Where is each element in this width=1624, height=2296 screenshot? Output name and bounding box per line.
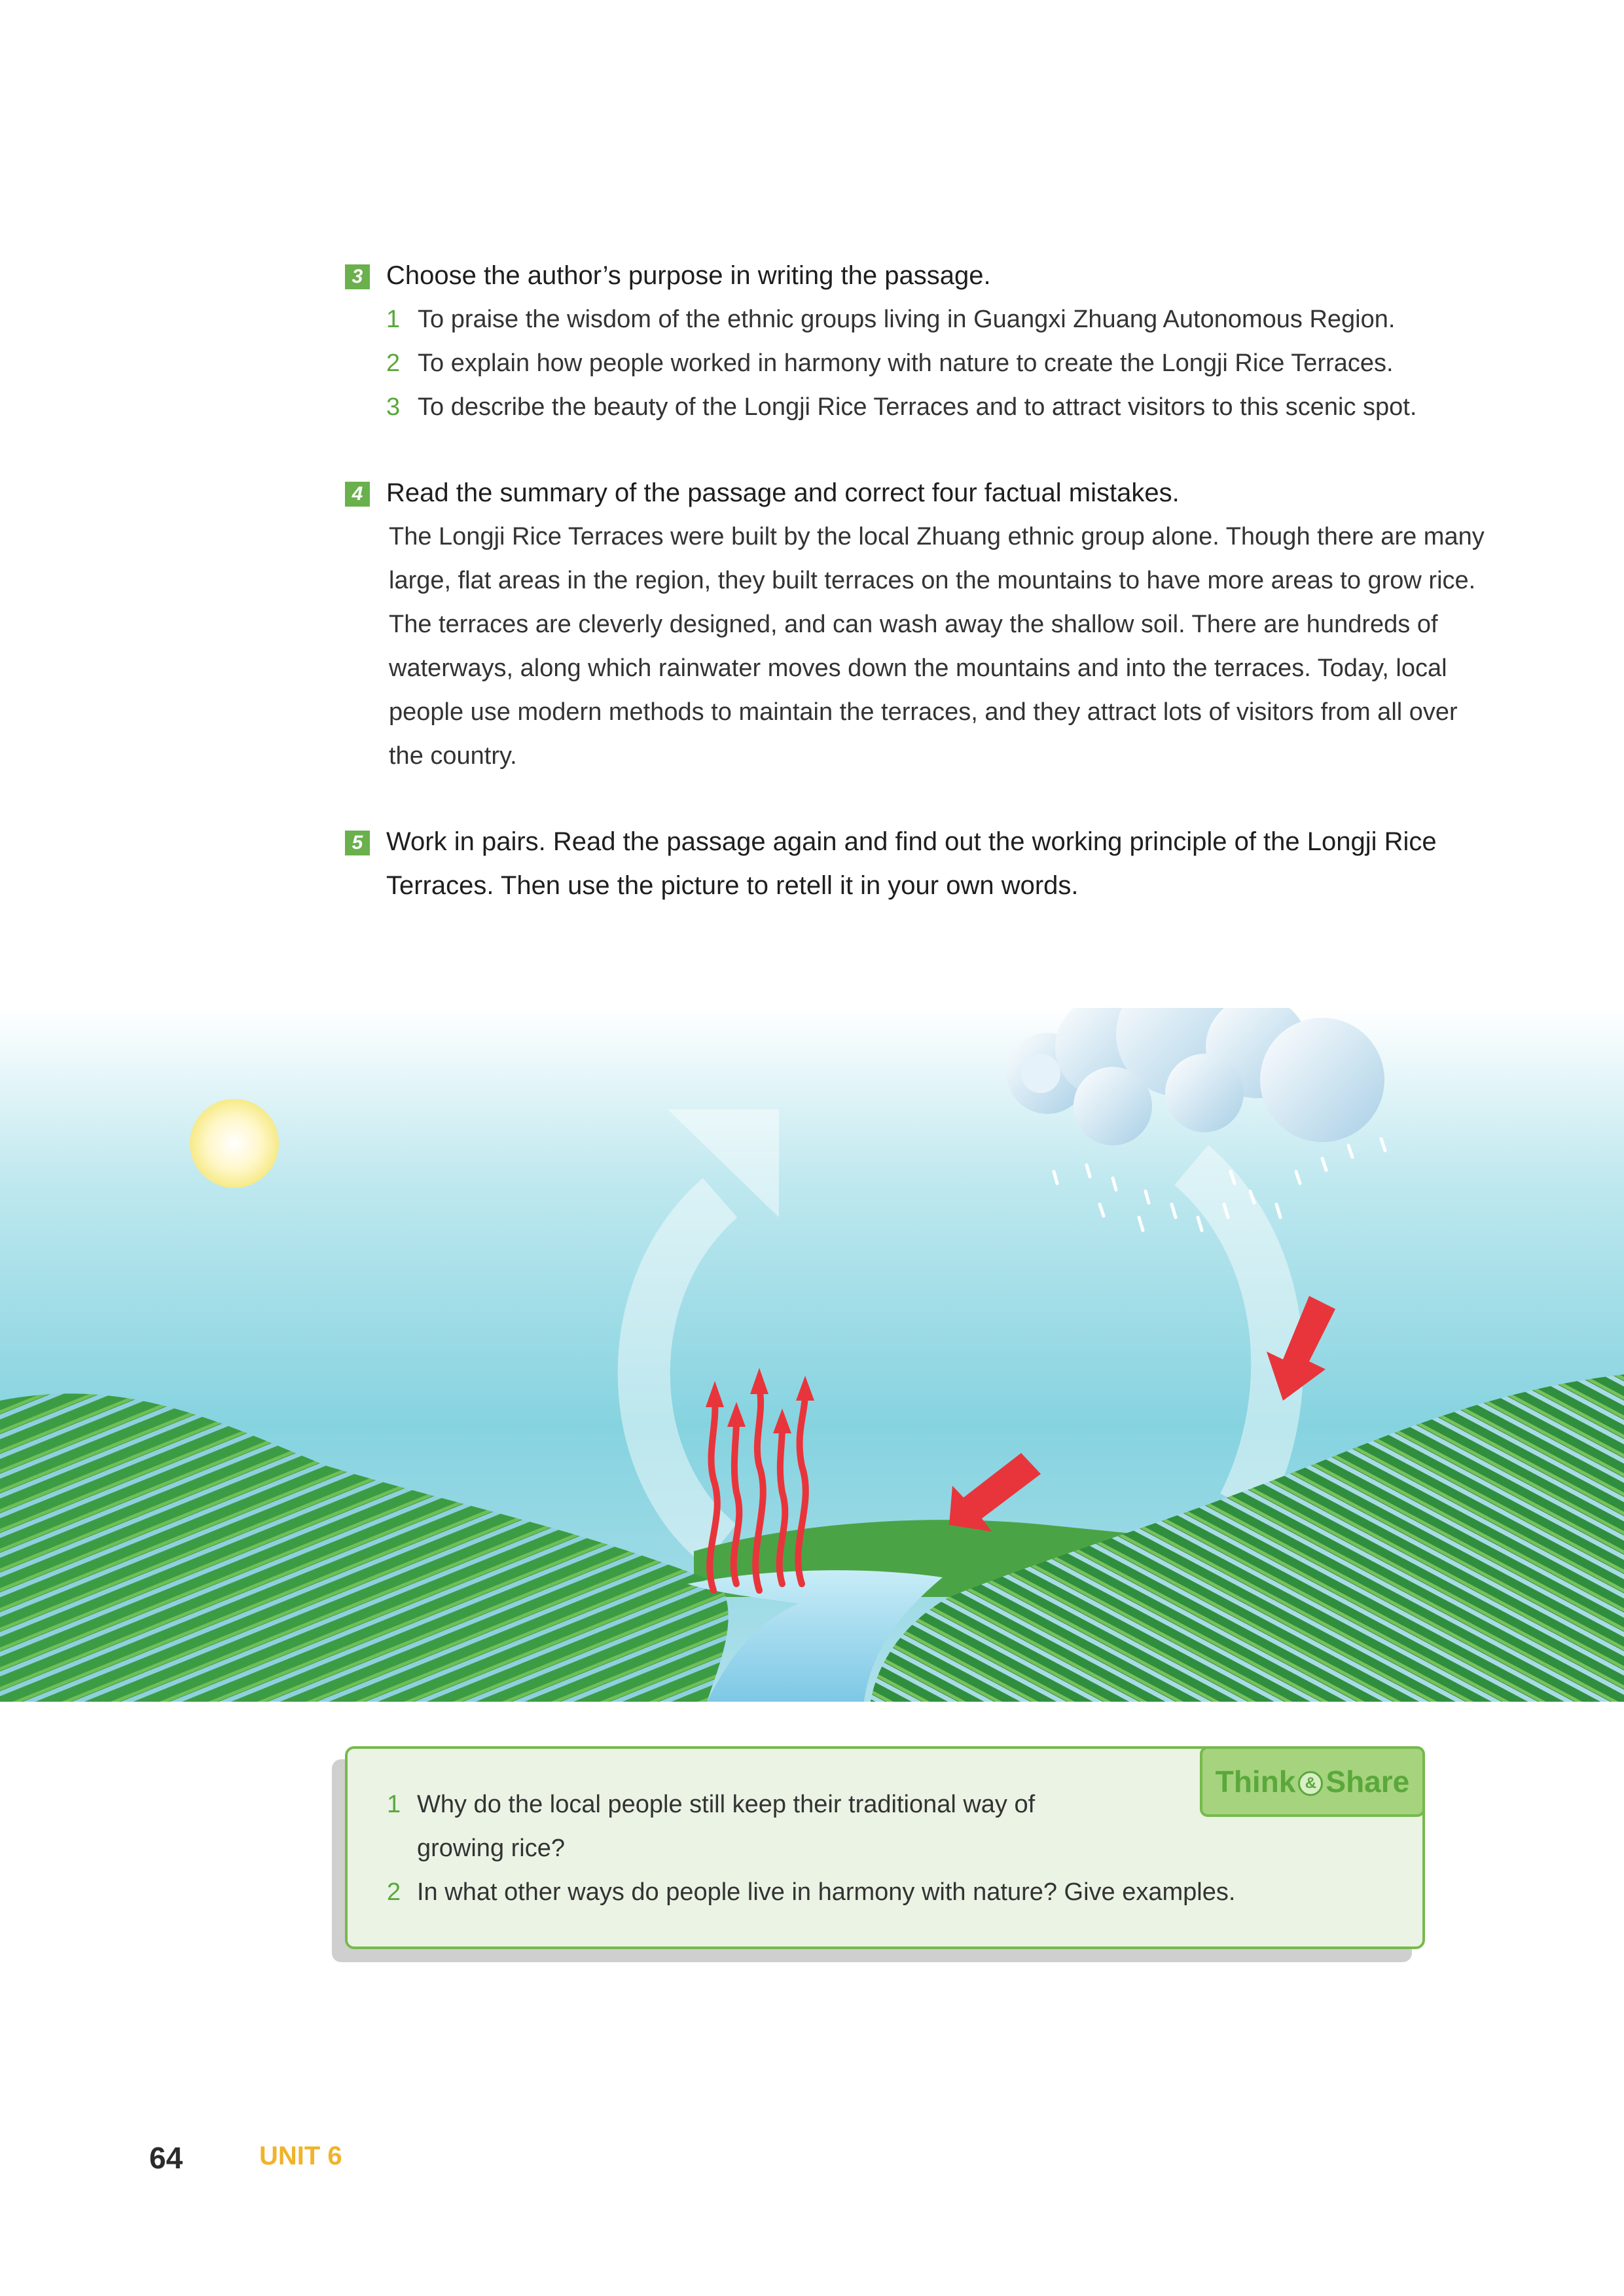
exercise-number: 3 [345, 264, 370, 289]
exercise-number: 4 [345, 482, 370, 507]
exercise-3 [345, 254, 1510, 429]
option-number: 1 [386, 306, 401, 333]
question-text: In what other ways do people live in harmony with nature? Give examples. [417, 1878, 1236, 1906]
exercise-4-heading [345, 471, 1510, 515]
terraces-water-cycle-illustration [0, 1008, 1624, 1702]
exercise-3-heading [345, 254, 1510, 298]
option-text: To describe the beauty of the Longji Rice Terraces and to attract visitors to this scenic spot. [418, 393, 1417, 421]
lightbulb-icon [1298, 1771, 1323, 1796]
tab-share-label: Share [1326, 1765, 1410, 1799]
exercise-5-instruction: Work in pairs. Read the passage again and find out the working principle of the Longji Rice Terraces. Then use the picture to retell it in your own words. [386, 827, 1437, 900]
question-item [387, 1783, 1189, 1871]
option-number: 3 [386, 393, 401, 421]
option-item[interactable] [386, 386, 1510, 429]
question-item [387, 1871, 1235, 1914]
exercise-5 [345, 820, 1510, 908]
question-text: Why do the local people still keep their traditional way of growing rice? [417, 1791, 1036, 1862]
exercise-4 [345, 471, 1510, 778]
option-text: To praise the wisdom of the ethnic groups living in Guangxi Zhuang Autonomous Region. [418, 306, 1396, 333]
think-share-box [345, 1746, 1425, 1949]
sun-icon [190, 1099, 279, 1188]
question-number: 1 [387, 1791, 401, 1818]
summary-paragraph: The Longji Rice Terraces were built by the local Zhuang ethnic group alone. Though there are many large, flat areas in the region, they built terraces on the mountains to have more areas to grow rice. The terraces are cleverly designed, and can wash away the shallow soil. There are hundreds of waterways, along which rainwater moves down the mountains and into the terraces. Today, local people use modern methods to maintain the terraces, and they attract lots of visitors from all over the country. [389, 523, 1485, 770]
tab-think-label: Think [1215, 1765, 1296, 1799]
exercise-number: 5 [345, 831, 370, 855]
option-item[interactable] [386, 298, 1510, 342]
option-number: 2 [386, 350, 401, 377]
option-text: To explain how people worked in harmony with nature to create the Longji Rice Terraces. [418, 350, 1394, 377]
tab-amp-label: & [1305, 1774, 1317, 1792]
option-item[interactable] [386, 342, 1510, 386]
unit-label: UNIT 6 [259, 2142, 342, 2170]
exercise-4-instruction: Read the summary of the passage and correct four factual mistakes. [386, 478, 1180, 507]
option-list [345, 298, 1510, 429]
question-number: 2 [387, 1878, 401, 1906]
exercise-3-instruction: Choose the author’s purpose in writing the passage. [386, 261, 991, 290]
page-number: 64 [149, 2141, 183, 2175]
exercise-5-heading [345, 820, 1510, 908]
think-share-questions [387, 1783, 1235, 1914]
